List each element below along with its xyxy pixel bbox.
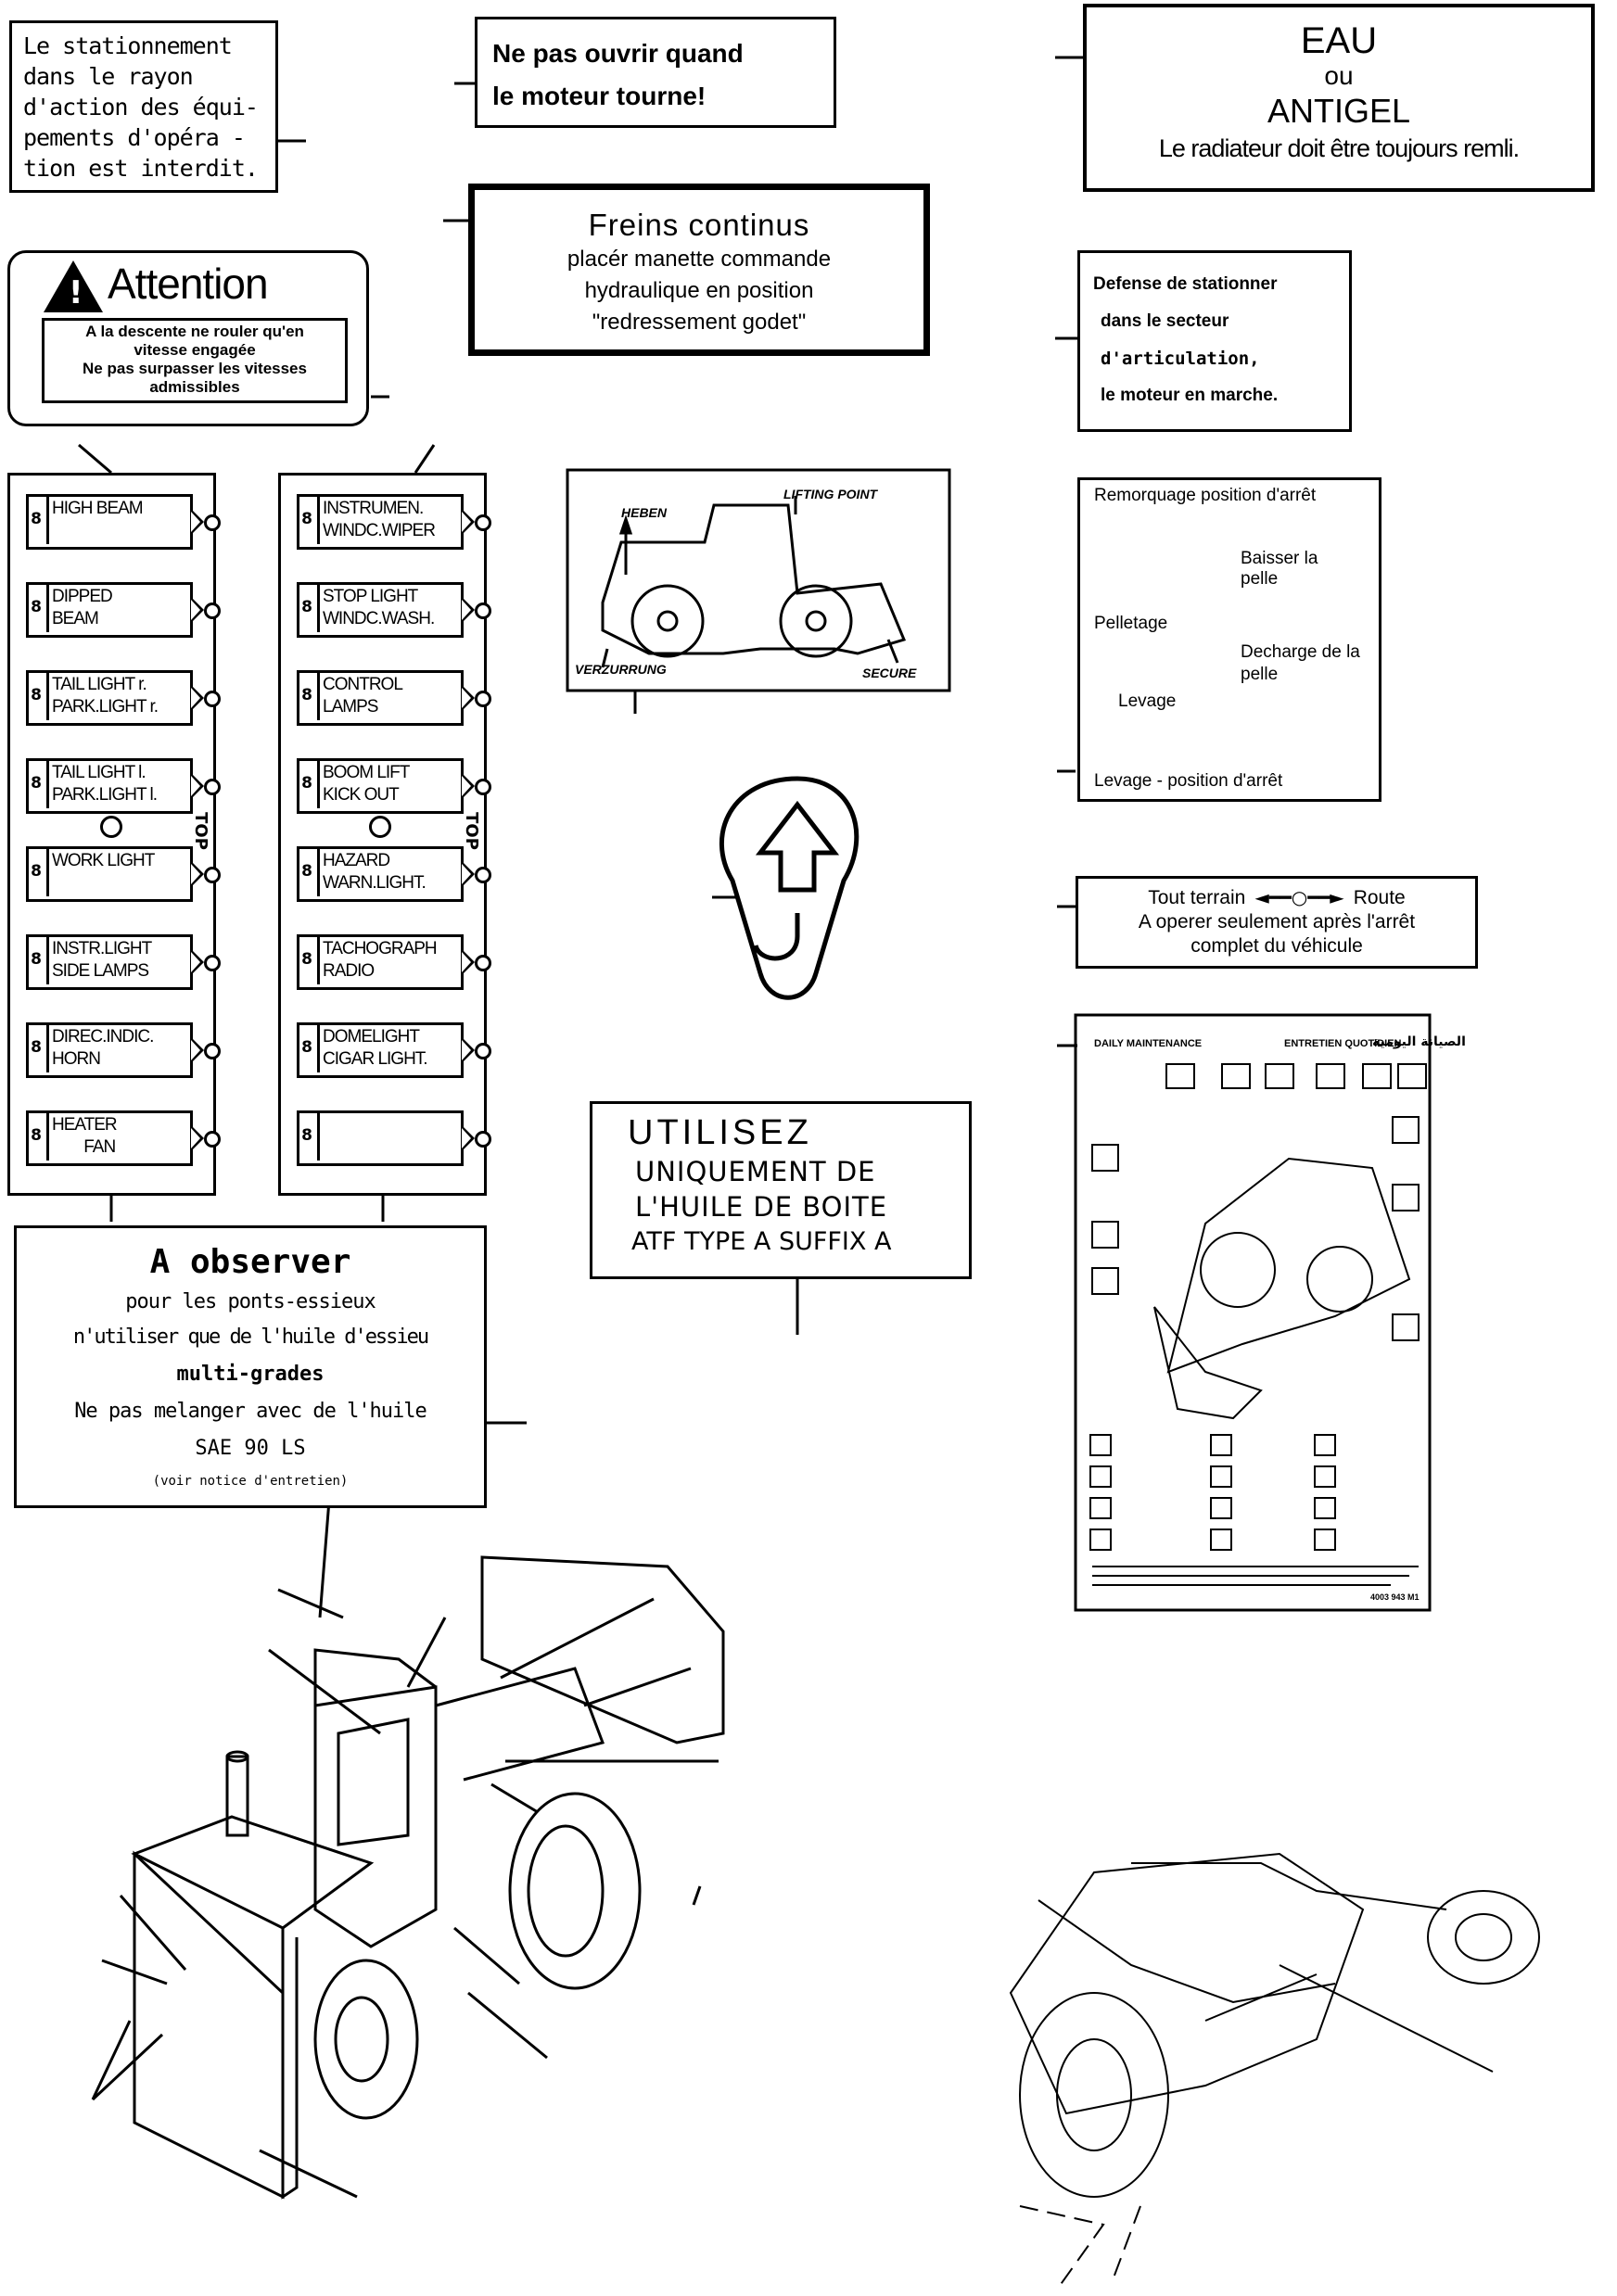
util-line-4: ATF TYPE A SUFFIX A: [631, 1227, 892, 1256]
fuse-knob-icon: [475, 955, 491, 971]
fuse-knob-icon: [475, 1043, 491, 1059]
artic-line-4: le moteur en marche.: [1101, 386, 1279, 405]
transmission-oil-label: [590, 1101, 972, 1279]
articulation-label: [1077, 250, 1352, 432]
terrain-switch-icon: ◄━━○━━►: [1254, 886, 1344, 908]
fuse-text: TAIL LIGHT l. PARK.LIGHT l.: [52, 763, 157, 805]
fuse-knob-icon: [475, 691, 491, 707]
brakes-label: [468, 184, 930, 356]
loader-sketch: [1011, 1854, 1539, 2290]
fuse-tip-inner: [462, 600, 471, 620]
brakes-line-2: hydraulique en position: [584, 278, 814, 303]
coolant-or: ou: [1324, 61, 1354, 90]
fuse-label: [26, 846, 207, 902]
fuse-text: DIPPED BEAM: [52, 587, 112, 628]
brakes-line-1: placér manette commande: [567, 247, 832, 272]
fuse-top-marker-right: TOP: [461, 812, 481, 850]
fuse-amp: 8: [297, 758, 320, 808]
fuse-knob-icon: [204, 779, 221, 795]
engine-line-2: le moteur tourne!: [492, 82, 707, 110]
attention-title: Attention: [108, 260, 268, 308]
fuse-amp: 8: [26, 670, 49, 720]
fuse-tip-inner: [462, 688, 471, 708]
fuse-top-marker-left: TOP: [190, 812, 210, 850]
fuse-text: CONTROL LAMPS: [323, 675, 402, 717]
maint-left-title: DAILY MAINTENANCE: [1094, 1038, 1203, 1049]
observer-line-3: multi-grades: [176, 1363, 325, 1386]
fuse-label: [297, 582, 477, 638]
terrain-left: Tout terrain: [1148, 887, 1246, 908]
fuse-knob-icon: [204, 955, 221, 971]
fuse-amp: 8: [26, 934, 49, 984]
fuse-amp: 8: [26, 846, 49, 896]
fuse-label: [26, 1022, 207, 1078]
fuse-tip-inner: [462, 776, 471, 796]
fuse-tip-inner: [191, 1040, 200, 1060]
quad-pelletage: Pelletage: [1094, 614, 1168, 633]
fuse-amp: 8: [297, 934, 320, 984]
fuse-amp: 8: [297, 1110, 320, 1161]
observer-title: A observer: [149, 1243, 351, 1281]
fuse-label: [26, 670, 207, 726]
engine-line-1: Ne pas ouvrir quand: [492, 39, 744, 68]
fuse-label: [297, 758, 477, 814]
fuse-tip-inner: [191, 688, 200, 708]
observer-line-5: SAE 90 LS: [195, 1437, 306, 1460]
fuse-text: TACHOGRAPH RADIO: [323, 939, 437, 981]
fuse-label: [297, 846, 477, 902]
fuse-knob-icon: [475, 514, 491, 531]
maint-mid-title: ENTRETIEN QUOTIDIEN: [1284, 1038, 1402, 1049]
fuse-tip-inner: [462, 864, 471, 884]
engine-warning-label: [475, 17, 836, 128]
artic-line-2: dans le secteur: [1101, 311, 1229, 331]
lift-verz-text: VERZURRUNG: [575, 662, 667, 677]
util-line-3: L'HUILE DE BOITE: [635, 1191, 888, 1223]
fuse-text: WORK LIGHT: [52, 851, 155, 870]
coolant-note: Le radiateur doit être toujours remli.: [1158, 134, 1520, 162]
fuse-text: HIGH BEAM: [52, 499, 143, 518]
artic-line-3: d'articulation,: [1101, 349, 1260, 369]
fuse-knob-icon: [204, 1131, 221, 1148]
fuse-tip-inner: [462, 1128, 471, 1148]
fuse-text: HAZARD WARN.LIGHT.: [323, 851, 426, 893]
maintenance-poster: [1076, 1015, 1430, 1610]
terrain-right: Route: [1353, 887, 1406, 908]
fuse-tip-inner: [191, 600, 200, 620]
fuse-marker-circle-left: [100, 816, 122, 838]
terrain-line-2: complet du véhicule: [1190, 935, 1363, 957]
parking-line-4: pements d'opéra -: [23, 124, 245, 151]
attention-box: [42, 318, 348, 403]
fuse-amp: 8: [297, 1022, 320, 1072]
terrain-row: [1078, 886, 1475, 910]
parking-line-3: d'action des équi-: [23, 94, 258, 121]
util-line-1: UTILISEZ: [628, 1113, 812, 1152]
fuse-text: DIREC.INDIC. HORN: [52, 1027, 154, 1069]
fuse-amp: 8: [297, 846, 320, 896]
lever-position-label: [1077, 477, 1381, 802]
maint-code: 4003 943 M1: [1370, 1592, 1420, 1602]
attention-line-4: admissibles: [149, 378, 240, 396]
fuse-text: INSTRUMEN. WINDC.WIPER: [323, 499, 435, 540]
attention-label: [7, 250, 369, 426]
fuse-amp: 8: [26, 1022, 49, 1072]
fuse-label: [297, 494, 477, 550]
lift-heben-text: HEBEN: [621, 505, 668, 520]
observer-line-1: pour les ponts-essieux: [125, 1290, 376, 1313]
observer-line-4: Ne pas melanger avec de l'huile: [74, 1400, 427, 1423]
parking-prohibited-label: [9, 20, 278, 193]
terrain-route-label: [1076, 876, 1478, 969]
lift-secure-text: SECURE: [862, 666, 917, 680]
observer-line-6: (voir notice d'entretien): [152, 1474, 349, 1489]
fuse-amp: 8: [26, 494, 49, 544]
lift-point-text: LIFTING POINT: [783, 487, 878, 501]
maint-right-title: الصيانة اليومية: [1372, 1034, 1466, 1049]
fuse-amp: 8: [26, 582, 49, 632]
util-line-2: UNIQUEMENT DE: [635, 1156, 876, 1187]
fuse-knob-icon: [475, 603, 491, 619]
fuse-text: TAIL LIGHT r. PARK.LIGHT r.: [52, 675, 159, 717]
attention-line-2: vitesse engagée: [134, 341, 256, 359]
fuse-label: [297, 934, 477, 990]
coolant-title: EAU: [1300, 20, 1378, 61]
axle-oil-label: [14, 1225, 487, 1508]
fuse-knob-icon: [204, 691, 221, 707]
fuse-knob-icon: [475, 867, 491, 883]
fuse-label: [26, 934, 207, 990]
fuse-text: BOOM LIFT KICK OUT: [323, 763, 410, 805]
fuse-label: [297, 1110, 477, 1166]
observer-line-2: n'utiliser que de l'huile d'essieu: [72, 1326, 428, 1349]
fuse-knob-icon: [204, 603, 221, 619]
fuse-label: [26, 582, 207, 638]
fuse-text: DOMELIGHT CIGAR LIGHT.: [323, 1027, 427, 1069]
artic-line-1: Defense de stationner: [1093, 274, 1278, 294]
fuse-text: INSTR.LIGHT SIDE LAMPS: [52, 939, 152, 981]
fuse-tip-inner: [191, 512, 200, 532]
quad-top: Remorquage position d'arrêt: [1094, 486, 1317, 505]
fuse-tip-inner: [191, 864, 200, 884]
fuse-amp: 8: [26, 758, 49, 808]
fuse-knob-icon: [204, 1043, 221, 1059]
fuse-knob-icon: [204, 867, 221, 883]
parking-line-1: Le stationnement: [23, 32, 232, 59]
terrain-line-1: A operer seulement après l'arrêt: [1138, 911, 1416, 932]
parking-line-2: dans le rayon: [23, 63, 193, 90]
brakes-line-3: "redressement godet": [592, 310, 807, 335]
fuse-marker-circle-right: [369, 816, 391, 838]
fuse-label: [26, 494, 207, 550]
fuse-knob-icon: [475, 1131, 491, 1148]
coolant-antigel: ANTIGEL: [1267, 92, 1411, 130]
quad-baisser: Baisser la pelle: [1241, 549, 1318, 589]
fuse-label: [297, 1022, 477, 1078]
fuse-knob-icon: [475, 779, 491, 795]
fuse-amp: 8: [297, 494, 320, 544]
lifting-point-diagram: [567, 470, 949, 691]
fuse-label: [26, 758, 207, 814]
fuse-knob-icon: [204, 514, 221, 531]
fuse-amp: 8: [297, 670, 320, 720]
attention-line-3: Ne pas surpasser les vitesses: [83, 360, 307, 377]
fuse-tip-inner: [191, 1128, 200, 1148]
lift-hook-symbol: [721, 779, 856, 997]
fuse-label: [26, 1110, 207, 1166]
loader-drawing: [93, 1441, 723, 2197]
fuse-tip-inner: [191, 776, 200, 796]
quad-levage: Levage: [1118, 691, 1177, 711]
fuse-text: STOP LIGHT WINDC.WASH.: [323, 587, 435, 628]
fuse-tag-outline: [297, 1110, 464, 1166]
attention-line-1: A la descente ne rouler qu'en: [85, 323, 304, 340]
fuse-tip-inner: [462, 952, 471, 972]
brakes-title: Freins continus: [588, 208, 810, 242]
parking-line-5: tion est interdit.: [23, 155, 258, 182]
quad-decharge: Decharge de la pelle: [1241, 642, 1360, 684]
fuse-amp: 8: [26, 1110, 49, 1161]
fuse-tip-inner: [462, 512, 471, 532]
quad-bottom: Levage - position d'arrêt: [1094, 771, 1283, 791]
coolant-label: [1083, 4, 1595, 192]
fuse-label: [297, 670, 477, 726]
fuse-tip-inner: [462, 1040, 471, 1060]
fuse-tip-inner: [191, 952, 200, 972]
fuse-amp: 8: [297, 582, 320, 632]
warning-exclamation: !: [69, 274, 83, 311]
fuse-text: HEATER FAN: [52, 1115, 117, 1157]
